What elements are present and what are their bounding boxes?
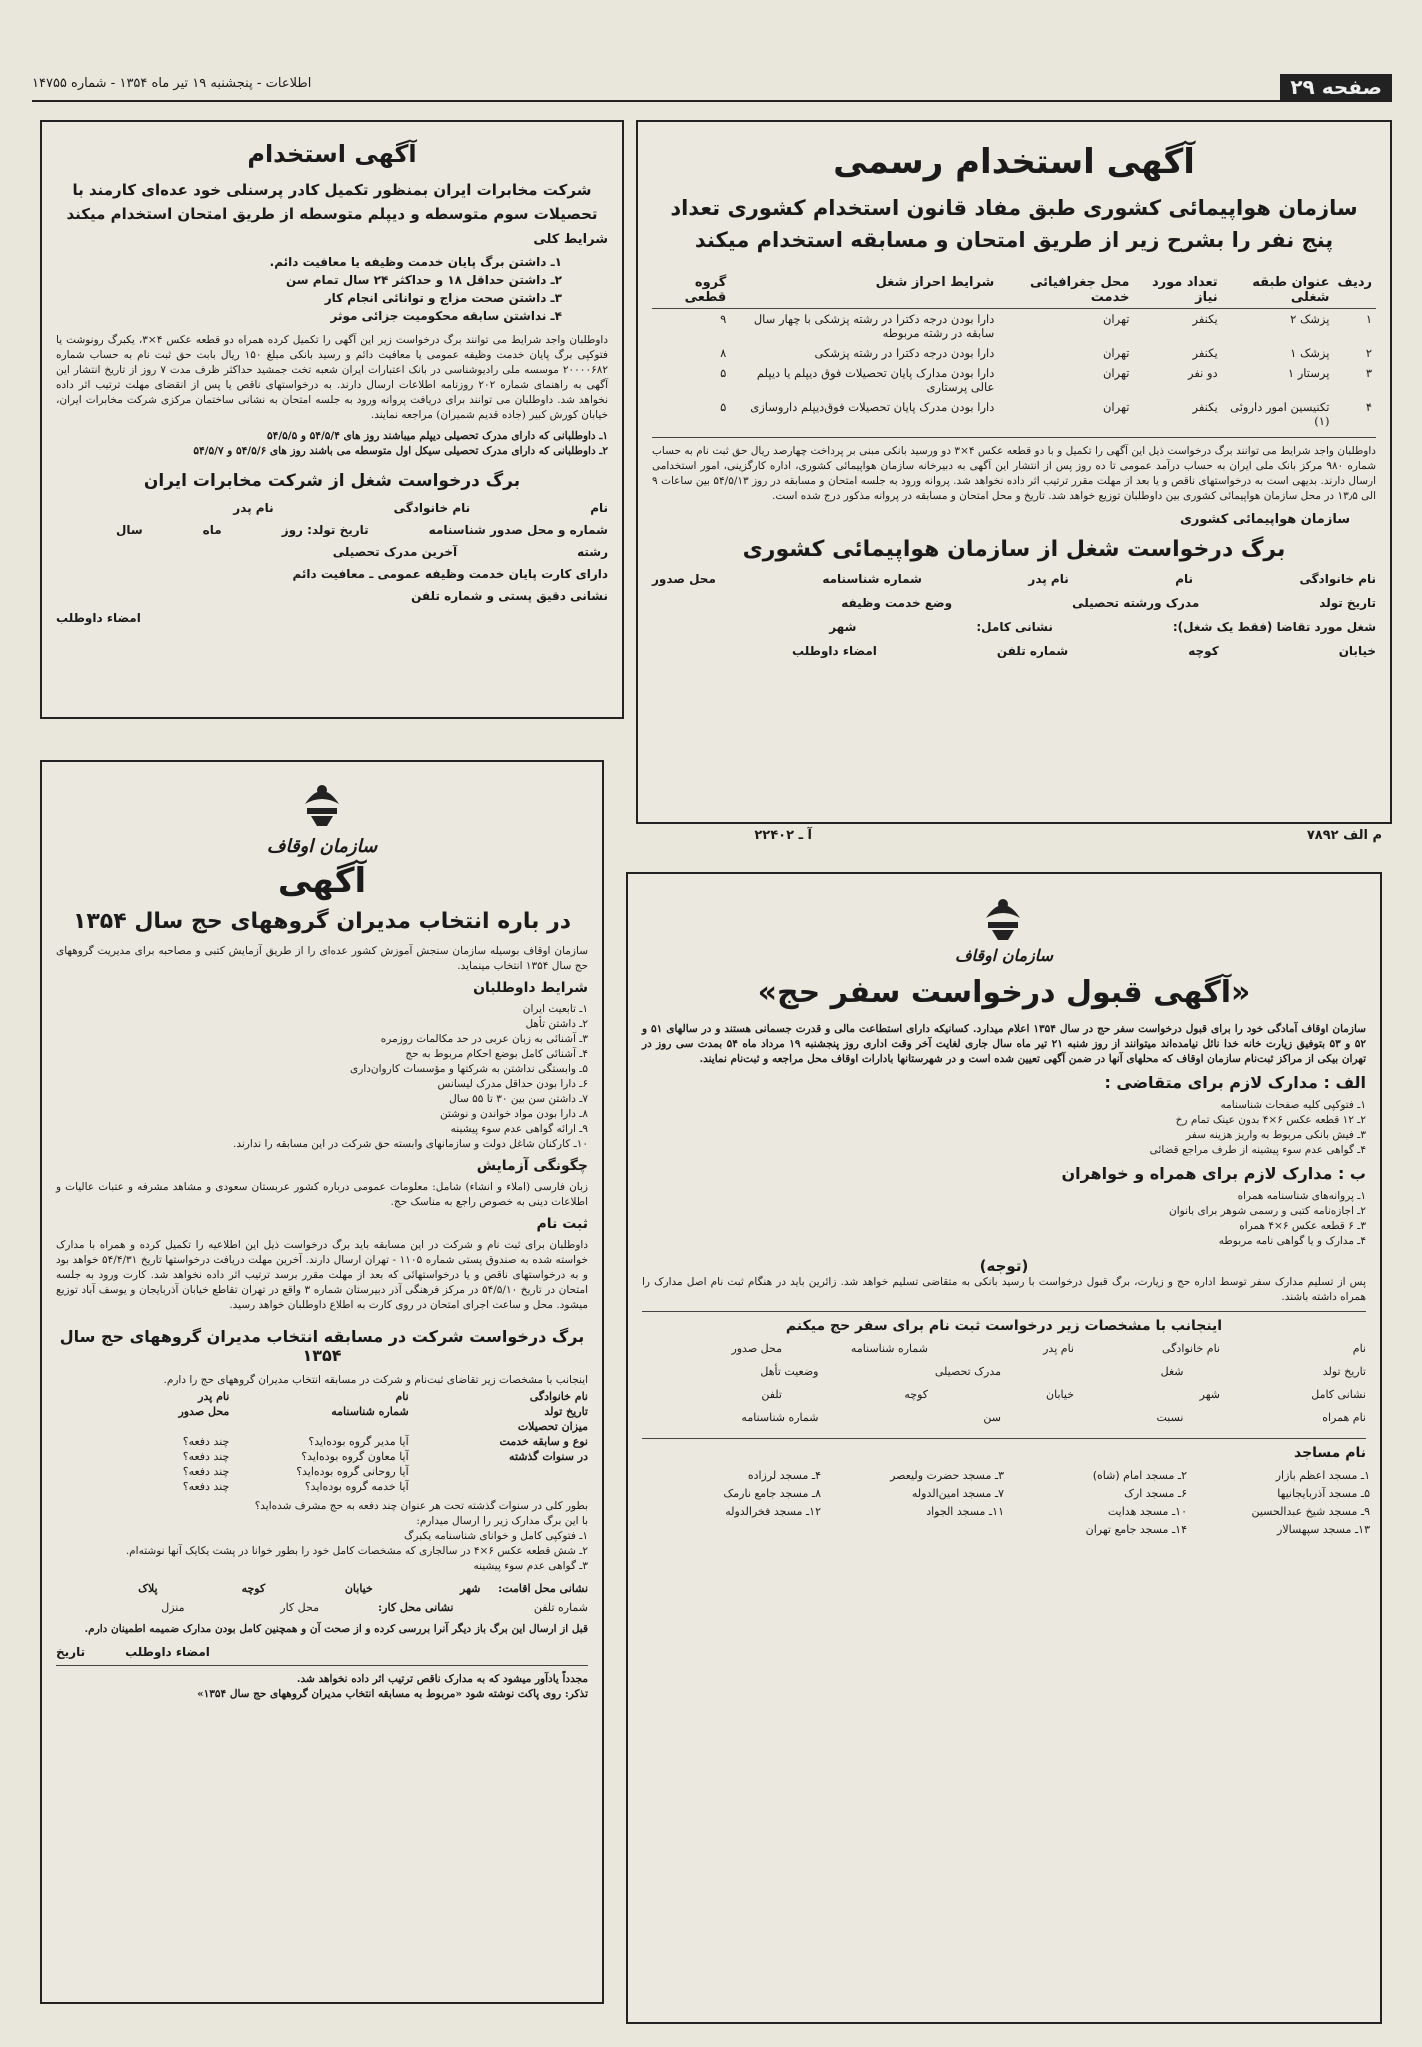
form-field-label: نام خانوادگی	[1299, 572, 1376, 586]
telecom-form-title: برگ درخواست شغل از شرکت مخابرات ایران	[143, 471, 521, 491]
col-place: محل جغرافیائی خدمت	[1029, 275, 1130, 305]
form-field-label: شماره شناسنامه	[850, 1342, 928, 1355]
telecom-form-row	[56, 523, 608, 537]
table-row	[652, 397, 1376, 431]
cell: ۵	[720, 400, 727, 414]
form-field-label: منزل	[161, 1601, 185, 1614]
doc-item: ۴ـ مدارک و یا گواهی نامه مربوطه	[1218, 1235, 1366, 1247]
form-field-label: شماره شناسنامه	[741, 1411, 819, 1424]
form-field-label: تاریخ تولد: روز	[281, 523, 369, 537]
hajj-footnote: تذکر: روی پاکت نوشته شود «مربوط به مسابقه انتخاب مدیران گروههای حج سال ۱۳۵۴»	[197, 1688, 588, 1700]
hajj-request-sec-a-items	[642, 1098, 1366, 1158]
form-field-label: تاریخ تولد	[1319, 596, 1376, 610]
cell: یکنفر	[1192, 400, 1218, 414]
hajj-request-sec-b-items	[642, 1189, 1366, 1249]
form-field-label: ماه	[202, 523, 222, 537]
form-field-label: نام	[1352, 1342, 1366, 1355]
form-field-label: میزان تحصیلات	[517, 1420, 588, 1433]
cell: ۴	[1365, 400, 1372, 414]
hajj-managers-org: سازمان اوقاف	[266, 836, 378, 857]
form-field-label: چند دفعه؟	[182, 1480, 230, 1493]
form-field-label: کوچه	[241, 1582, 266, 1595]
cell: یکنفر	[1192, 312, 1218, 326]
doc-item: ۱ـ فتوکپی کلیه صفحات شناسنامه	[1220, 1099, 1366, 1111]
aviation-form-row	[652, 572, 1376, 586]
form-field-label: در سنوات گذشته	[509, 1450, 588, 1463]
mosque-item: ۶ـ مسجد ارک	[1124, 1487, 1187, 1500]
form-field-label: مدرک ورشته تحصیلی	[1072, 596, 1200, 610]
form-field-label	[415, 1480, 588, 1493]
form-field-label: چند دفعه؟	[182, 1465, 230, 1478]
hajj-managers-cond-title: شرایط داوطلبان	[473, 980, 588, 996]
hajj-request-form-title: اینجانب با مشخصات زیر درخواست ثبت نام برای سفر حج میکنم	[785, 1318, 1223, 1334]
table-row	[652, 309, 1376, 344]
condition-item: ۱ـ تابعیت ایران	[522, 1003, 588, 1015]
form-field-label: شهر	[460, 1582, 481, 1595]
form-field-label: دارای کارت پایان خدمت وظیفه عمومی ـ معافیت دائم	[292, 567, 608, 581]
col-grade: گروه قطعی	[684, 275, 727, 305]
hajj-managers-notes	[56, 1499, 588, 1574]
form-field-label: نام پدر	[233, 501, 274, 515]
form-field-label: سن	[983, 1411, 1001, 1424]
schedule-item: ۱ـ داوطلبانی که دارای مدرک تحصیلی دیپلم میباشند روز های ۵۴/۵/۴ و ۵۴/۵/۵	[267, 430, 608, 442]
hajj-request-org: سازمان اوقاف	[954, 946, 1054, 965]
col-req: شرایط احراز شغل	[875, 275, 995, 290]
hajj-address-row	[56, 1582, 588, 1595]
note-item: بطور کلی در سنوات گذشته تحت هر عنوان چند دفعه به حج مشرف شده‌اید؟	[254, 1500, 588, 1512]
jobs-table-wrap	[652, 272, 1376, 431]
aviation-ad-intro: سازمان هواپیمائی کشوری طبق مفاد قانون استخدام کشوری تعداد	[670, 196, 1358, 220]
condition-item: ۱ـ داشتن برگ پایان خدمت وظیفه یا معافیت دائم.	[269, 255, 562, 269]
mosque-item: ۱۱ـ مسجد الجواد	[926, 1505, 1004, 1518]
doc-item: ۳ـ ۶ قطعه عکس ۶×۴ همراه	[1239, 1220, 1366, 1232]
telecom-form-row	[56, 589, 608, 603]
hajj-form-row	[56, 1465, 588, 1478]
aviation-ad	[636, 120, 1392, 824]
form-field-label: نوع و سابقه خدمت	[499, 1435, 588, 1448]
condition-item: ۲ـ داشتن تأهل	[525, 1018, 588, 1030]
form-field-label: تاریخ تولد	[544, 1405, 588, 1418]
form-field-label: خیابان	[1046, 1388, 1074, 1401]
aviation-ad-intro-2: پنج نفر را بشرح زیر از طریق امتحان و مسابقه استخدام میکند	[694, 228, 1334, 252]
form-field-label: امضاء داوطلب	[56, 611, 141, 625]
form-field-label: آخرین مدرک تحصیلی	[332, 545, 458, 559]
form-field-label: شماره شناسنامه	[331, 1405, 409, 1418]
form-field-label: نام خانوادگی	[1162, 1342, 1220, 1355]
note-item: با این برگ مدارک زیر را ارسال میدارم:	[416, 1515, 588, 1527]
condition-item: ۳ـ داشتن صحت مزاج و توانائی انجام کار	[324, 291, 562, 305]
doc-item: ۱ـ پروانه‌های شناسنامه همراه	[1237, 1190, 1366, 1202]
form-field-label: وضعیت تأهل	[760, 1365, 819, 1378]
form-field-label: نشانی کامل	[1311, 1388, 1366, 1401]
cell: پزشک ۲	[1290, 312, 1330, 326]
telecom-form-row	[56, 501, 608, 515]
form-field-label: چند دفعه؟	[182, 1435, 230, 1448]
cell: یکنفر	[1192, 346, 1218, 360]
form-field-label: نشانی دقیق پستی و شماره تلفن	[411, 589, 608, 603]
hajj-footnote: مجدداً یادآور میشود که به مدارک ناقص ترتیب اثر داده نخواهد شد.	[296, 1673, 588, 1685]
hajj-declaration: قبل از ارسال این برگ باز دیگر آنرا بررسی کرده و از صحت آن و همچنین کامل بودن مدارک ضمیمه اطمینان دارم.	[84, 1623, 588, 1635]
form-field-label: نام پدر	[1028, 572, 1069, 586]
hajj-request-form-row	[642, 1365, 1366, 1378]
form-field-label: محل صدور	[731, 1342, 782, 1355]
cell: دو نفر	[1187, 366, 1218, 380]
note-item: ۱ـ فتوکپی کامل و خوانای شناسنامه یکبرگ	[404, 1530, 588, 1542]
mosque-item: ۱۲ـ مسجد فخرالدوله	[725, 1505, 821, 1518]
hajj-request-sec-a: الف : مدارک لازم برای متقاضی :	[1104, 1073, 1366, 1092]
form-field-label: آیا خدمه گروه بوده‌اید؟	[304, 1480, 409, 1493]
cell: ۵	[720, 366, 727, 380]
aviation-ad-title: آگهی استخدام رسمی	[833, 142, 1195, 182]
hajj-request-form-row	[642, 1411, 1366, 1424]
aviation-form-row	[652, 644, 1376, 658]
hajj-request-form-row	[642, 1342, 1366, 1355]
form-field-label: نام	[1175, 572, 1193, 586]
form-field-label: شماره شناسنامه	[822, 572, 922, 586]
form-field-label: نام پدر	[1043, 1342, 1074, 1355]
hajj-form-row	[56, 1420, 588, 1433]
cell: دارا بودن مدارک پایان تحصیلات فوق دیپلم یا دیپلم عالی پرستاری	[756, 366, 995, 394]
hajj-request-intro: سازمان اوقاف آمادگی خود را برای قبول درخواست سفر حج در سال ۱۳۵۴ اعلام میدارد. کسانیکه دارای استطاعت مالی و قدرت جسمانی هستند و در سالهای ۵۱ و ۵۲ و ۵۳ بتوفیق زیارت خانه خدا نائل نیامده‌اند میتوانند از روز شنبه ۲۱ تیر ماه سال جاری لغایت آخر وقت اداری روز پنجشنبه ۱۹ مرداد ماه ۵۴ بمدت سی روز در تهران بیکی از مراکز ثبت‌نام سازمان اوقاف که محلهای آنها در ضمن آگهی تعیین شده است و در شهرستانها بادارات اوقاف محل مراجعه و ثبت‌نام نمایند.	[642, 1023, 1366, 1065]
note-item: ۲ـ شش قطعه عکس ۶×۴ در سالجاری که مشخصات کامل خود را بطور خوانا در پشت یکایک آنها نوشته‌ام.	[125, 1545, 588, 1557]
telecom-cond-title: شرایط کلی	[533, 232, 608, 247]
form-field-label: شماره تلفن	[533, 1601, 588, 1614]
cell: تکنیسین امور دارو‌ئی (۱)	[1230, 400, 1330, 428]
aviation-form-row	[652, 620, 1376, 634]
lion-sun-emblem-icon	[297, 774, 347, 828]
mosque-item: ۵ـ مسجد آذربایجانیها	[1277, 1487, 1370, 1500]
aviation-form-title: برگ درخواست شغل از سازمان هواپیمائی کشوری	[742, 537, 1286, 562]
form-field-label: شماره و محل صدور شناسنامه	[428, 523, 608, 537]
form-field-label	[415, 1465, 588, 1478]
hajj-address-row	[56, 1601, 588, 1614]
condition-item: ۶ـ دارا بودن حداقل مدرک لیسانس	[437, 1078, 588, 1090]
form-field-label: کوچه	[1188, 644, 1219, 658]
form-field-label: آیا روحانی گروه بوده‌اید؟	[296, 1465, 409, 1478]
mosques-list	[638, 1467, 1370, 1617]
hajj-managers-reg-title: ثبت نام	[536, 1216, 588, 1232]
telecom-ad-intro: شرکت مخابرات ایران بمنظور تکمیل کادر پرسنلی خود عده‌ای کارمند با تحصیلات سوم متوسطه و دیپلم متوسطه از طریق امتحان استخدام میکند	[66, 181, 598, 223]
ad-code-right: م الف ۷۸۹۲	[1306, 828, 1382, 843]
mosque-item: ۱۴ـ مسجد جامع تهران	[1085, 1523, 1187, 1536]
dateline: اطلاعات - پنجشنبه ۱۹ تیر ماه ۱۳۵۴ - شماره ۱۴۷۵۵	[32, 76, 312, 91]
divider	[642, 1438, 1366, 1439]
hajj-form-row	[56, 1435, 588, 1448]
condition-item: ۴ـ نداشتن سابقه محکومیت جزائی موثر	[330, 309, 562, 323]
form-field-label: پلاک	[138, 1582, 158, 1595]
doc-item: ۳ـ فیش بانکی مربوط به واریز هزینه سفر	[1185, 1129, 1366, 1141]
cell: پزشک ۱	[1290, 346, 1330, 360]
aviation-ad-signature: سازمان هواپیمائی کشوری	[1179, 512, 1350, 527]
cell: دارا بودن درجه دکترا در رشته پزشکی با چهار سال سابقه در رشته مربوطه	[753, 312, 995, 340]
cell: پرستار ۱	[1287, 366, 1330, 380]
table-row	[652, 363, 1376, 397]
cell: تهران	[1102, 312, 1130, 326]
schedule-item: ۲ـ داوطلبانی که دارای مدرک تحصیلی سیکل اول متوسطه می باشند روز های ۵۴/۵/۶ و ۵۴/۵/۷	[193, 445, 608, 457]
hajj-form-row	[56, 1480, 588, 1493]
cell: تهران	[1102, 346, 1130, 360]
cell: ۹	[720, 312, 727, 326]
form-field-label: نسبت	[1156, 1411, 1184, 1424]
cell: دارا بودن مدرک پایان تحصیلات فوق‌دیپلم داروسازی	[750, 400, 995, 414]
form-field-label: شغل	[1160, 1365, 1184, 1378]
hajj-form-row	[56, 1390, 588, 1403]
cell: تهران	[1102, 366, 1130, 380]
date-label: تاریخ	[56, 1645, 86, 1659]
form-field-label: نشانی محل اقامت:	[498, 1582, 588, 1595]
page-number: صفحه ۲۹	[1280, 74, 1392, 100]
hajj-managers-exam-title: چگونگی آزمایش	[476, 1158, 588, 1174]
ad-code-left: آ ـ ۲۲۴۰۲	[754, 828, 812, 843]
cell: ۸	[720, 346, 727, 360]
jobs-table	[652, 272, 1376, 431]
hajj-managers-ad	[40, 760, 604, 2004]
col-title: عنوان طبقه شغلی	[1252, 275, 1330, 305]
hajj-request-note-text: پس از تسلیم مدارک سفر توسط اداره حج و زیارت، برگ قبول درخواست با رسید بانکی به متقاضی تسلیم خواهد شد. زائرین باید در هنگام ثبت نام اصل مدارک را همراه داشته باشند.	[642, 1276, 1366, 1303]
hajj-request-title: «آگهی قبول درخواست سفر حج»	[757, 975, 1251, 1010]
signature-label: امضاء داوطلب	[125, 1645, 210, 1659]
condition-item: ۹ـ ارائه گواهی عدم سوء پیشینه	[450, 1123, 588, 1135]
form-field-label: چند دفعه؟	[182, 1450, 230, 1463]
page-header	[32, 74, 1392, 102]
mosque-item: ۱۳ـ مسجد سپهسالار	[1277, 1523, 1370, 1536]
form-field-label: نام	[590, 501, 608, 515]
hajj-form-row	[56, 1405, 588, 1418]
telecom-form-row	[56, 567, 608, 581]
form-field-label: شغل مورد تقاضا (فقط یک شغل):	[1172, 620, 1376, 634]
hajj-sign-row	[56, 1645, 588, 1659]
form-field-label: کوچه	[904, 1388, 928, 1401]
hajj-managers-exam-text: زبان فارسی (املاء و انشاء) شامل: معلومات عمومی درباره کشور عربستان سعودی و مشاهد مشرفه و عتبات عالیات و اطلاعات دینی به خصوص راجع به مناسک حج.	[56, 1181, 588, 1208]
telecom-form-row	[56, 545, 608, 559]
form-field-label: تلفن	[761, 1388, 782, 1401]
form-field-label: امضاء داوطلب	[792, 644, 877, 658]
form-field-label: نام همراه	[1322, 1411, 1366, 1424]
form-field-label: سال	[115, 523, 143, 537]
form-field-label: نام خانوادگی	[393, 501, 471, 515]
divider	[56, 1665, 588, 1666]
divider	[642, 1311, 1366, 1312]
hajj-managers-reg-text: داوطلبان برای ثبت نام و شرکت در این مسابقه باید برگ درخواست ذیل این اطلاعیه را تکمیل کرده و همراه با مدارک خواسته شده به صندوق پستی شماره ۱۱۰۵ - تهران ارسال دارند. آخرین مهلت دریافت درخواستها تاریخ ۵۴/۴/۳۱ خواهد بود و به درخواستهای ناقص و یا درخواستهائی که بعد از مهلت مقرر برسد ترتیب اثر داده نخواهد شد. کارت ورود به جلسه امتحان در تاریخ ۵۴/۵/۱۰ در مرکز فرهنگی آذر دبیرستان شماره ۳ واقع در تهران تقاطع خیابان آذربایجان و یوسف آباد توزیع میشود. محل و ساعت اجرای امتحان در روی کارت به اطلاع داوطلبان خواهد رسید.	[56, 1239, 589, 1311]
form-field-label: محل صدور	[652, 572, 716, 586]
condition-item: ۳ـ آشنائی به زبان عربی در حد مکالمات روزمره	[380, 1033, 588, 1045]
mosque-item: ۷ـ مسجد امین‌الدوله	[911, 1487, 1004, 1500]
condition-item: ۵ـ وابستگی نداشتن به شرکتها و مؤسسات کاروان‌داری	[350, 1063, 588, 1075]
telecom-body: داوطلبان واجد شرایط می توانند برگ درخواست زیر این آگهی را تکمیل کرده همراه دو قطعه عکس ۴×۳، یکبرگ رونوشت یا فتوکپی برگ پایان خدمت وظیفه عمومی یا معافیت دائم و رسید بانکی مبلغ ۱۵۰ ریال بابت حق ثبت نام به حساب شماره ۲۰۰۰۰۶۸۲ موسسه ملی رادیوشناسی در بانک اعتبارات ایران شعبه تخت جمشید حداکثر ظرف مدت ۷ روز از تاریخ انتشار این آگهی به راهنمای شماره ۲۰۲ روزنامه اطلاعات ارسال دارند. به درخواستهای ناقص یا پس از انقضای مهلت ترتیب اثر داده نخواهد شد. داوطلبان می توانند برای دریافت پروانه ورود به جلسه امتحان به نشانی ساختمان مرکزی شرکت مخابرات ایران، خیابان کورش کبیر (جاده قدیم شمیران) مراجعه نمایند.	[56, 334, 609, 421]
condition-item: ۴ـ آشنائی کامل بوضع احکام مربوط به حج	[405, 1048, 588, 1060]
form-field-label: شهر	[1199, 1388, 1220, 1401]
condition-item: ۸ـ دارا بودن مواد خواندن و نوشتن	[439, 1108, 588, 1120]
form-field-label: رشته	[577, 545, 608, 559]
cell: ۳	[1365, 366, 1372, 380]
doc-item: ۲ـ ۱۲ قطعه عکس ۶×۴ بدون عینک تمام رخ	[1175, 1114, 1366, 1126]
form-field-label: محل کار	[280, 1601, 319, 1614]
telecom-conditions	[102, 253, 562, 325]
condition-item: ۲ـ داشتن حداقل ۱۸ و حداکثر ۲۴ سال تمام سن	[285, 273, 562, 287]
form-field-label: شماره تلفن	[996, 644, 1069, 658]
cell: دارا بودن درجه دکترا در رشته پزشکی	[814, 346, 995, 360]
mosque-item: ۱۰ـ مسجد هدایت	[1107, 1505, 1187, 1518]
form-field-label: نشانی محل کار:	[378, 1601, 454, 1614]
aviation-form-row	[652, 596, 1376, 610]
hajj-form-row	[56, 1450, 588, 1463]
telecom-schedule	[56, 429, 608, 459]
form-field-label: نام خانوادگی	[529, 1390, 588, 1403]
telecom-ad-title: آگهی استخدام	[247, 140, 417, 168]
mosque-item: ۱ـ مسجد اعظم بازار	[1275, 1469, 1370, 1482]
form-field-label: نام	[395, 1390, 409, 1403]
hajj-request-form-row	[642, 1388, 1366, 1401]
form-field-label: وضع خدمت وظیفه	[841, 596, 953, 610]
hajj-managers-form-title: برگ درخواست شرکت در مسابقه انتخاب مدیران گروههای حج سال ۱۳۵۴	[59, 1327, 585, 1365]
telecom-ad	[40, 120, 624, 719]
form-field-label: آیا معاون گروه بوده‌اید؟	[301, 1450, 409, 1463]
form-field-label: محل صدور	[178, 1405, 230, 1418]
mosque-item: ۳ـ مسجد حضرت ولیعصر	[890, 1469, 1004, 1482]
cell: ۲	[1365, 346, 1372, 360]
mosques-title: نام مساجد	[1294, 1445, 1366, 1461]
mosque-item: ۴ـ مسجد لرزاده	[747, 1469, 821, 1482]
form-field-label: نشانی کامل:	[976, 620, 1053, 634]
hajj-managers-intro: سازمان اوقاف بوسیله سازمان سنجش آموزش کشور عده‌ای را از طریق آزمایش کتبی و مصاحبه برای مدیریت گروههای حج سال ۱۳۵۴ انتخاب مینماید.	[56, 945, 588, 972]
hajj-request-sec-b: ب : مدارک لازم برای همراه و خواهران	[1061, 1164, 1366, 1183]
form-field-label: خیابان	[1338, 644, 1376, 658]
col-no: ردیف	[1337, 275, 1372, 290]
mosque-item: ۲ـ مسجد امام (شاه)	[1092, 1469, 1187, 1482]
cell: تهران	[1102, 400, 1130, 414]
condition-item: ۱۰ـ کارکنان شاغل دولت و سازمانهای وابسته حق شرکت در این مسابقه را ندارند.	[233, 1138, 588, 1150]
hajj-request-ad	[626, 872, 1382, 2024]
telecom-form-row	[56, 611, 608, 625]
form-field-label: آیا مدیر گروه بوده‌اید؟	[308, 1435, 409, 1448]
hajj-managers-form-intro: اینجانب با مشخصات زیر تقاضای ثبت‌نام و شرکت در مسابقه انتخاب مدیران گروههای حج را دارم.	[163, 1374, 588, 1386]
table-row	[652, 343, 1376, 363]
lion-sun-emblem-icon	[978, 888, 1028, 942]
divider	[652, 437, 1376, 438]
hajj-request-note-title: (توجه)	[979, 1257, 1029, 1275]
form-field-label: تاریخ تولد	[1322, 1365, 1366, 1378]
form-field-label: خیابان	[344, 1582, 373, 1595]
mosque-item: ۸ـ مسجد جامع نارمک	[723, 1487, 821, 1500]
mosque-item: ۹ـ مسجد شیخ عبدالحسین	[1251, 1505, 1370, 1518]
aviation-ad-body: داوطلبان واجد شرایط می توانند برگ درخواست ذیل این آگهی را تکمیل و با دو قطعه عکس ۴×۳ دو ورسید بانکی مبنی بر پرداخت چهارصد ریال حق ثبت نام به حساب شماره ۹۸۰ مرکز بانک ملی ایران به حساب درآمد عمومی تا ده روز پس از انتشار این آگهی به دبیرخانه سازمان هواپیمائی کشوری، اداره کارگزینی، امور استخدامی ارسال دارند. بدیهی است به درخواستهای ناقص و یا بعد از مهلت مقرر ترتیب اثر داده نخواهد شد. پروانه ورود به جلسه امتحان و مسابقه در روز ۵۴/۵/۱۳ بین ساعات ۹ الی ۱۳٫۵ در محل سازمان هواپیمائی کشوری بین داوطلبان توزیع خواهد شد. تاریخ و محل امتحان و مسابقه در پروانه مذکور درج شده است.	[652, 445, 1376, 502]
col-count: تعداد مورد نیاز	[1151, 275, 1218, 305]
form-field-label: مدرک تحصیلی	[934, 1365, 1001, 1378]
hajj-managers-title: آگهی	[277, 861, 367, 901]
condition-item: ۷ـ داشتن سن بین ۳۰ تا ۵۵ سال	[449, 1093, 588, 1105]
doc-item: ۴ـ گواهی عدم سوء پیشینه از طرف مراجع قضائی	[1149, 1144, 1366, 1156]
doc-item: ۲ـ اجازه‌نامه کتبی و رسمی شوهر برای بانوان	[1169, 1205, 1366, 1217]
hajj-managers-subtitle: در باره انتخاب مدیران گروههای حج سال ۱۳۵۴	[72, 909, 572, 934]
form-field-label: نام پدر	[198, 1390, 230, 1403]
cell: ۱	[1365, 312, 1372, 326]
form-field-label: شهر	[829, 620, 857, 634]
hajj-managers-conditions	[56, 1002, 588, 1152]
note-item: ۳ـ گواهی عدم سوء پیشینه	[473, 1560, 588, 1572]
